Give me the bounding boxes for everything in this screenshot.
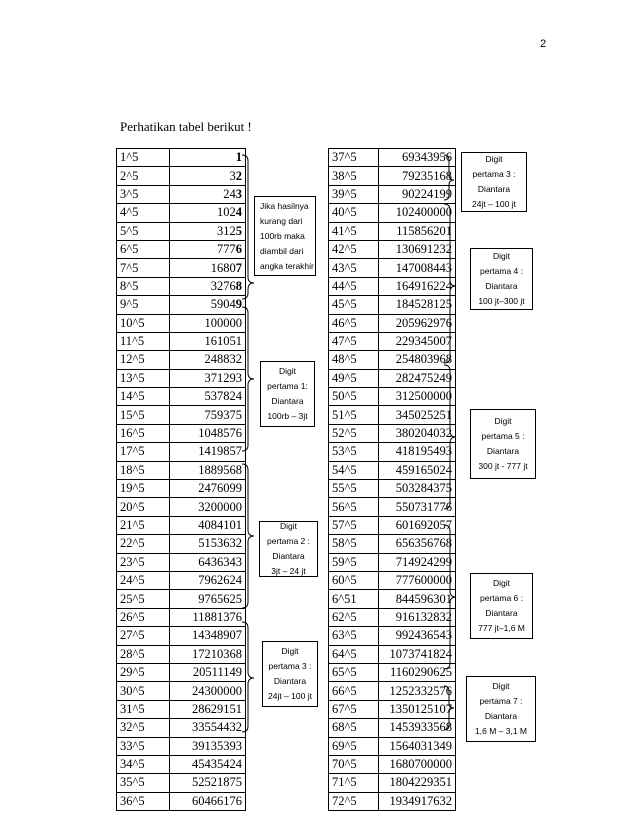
base-cell: 70^5 (329, 755, 379, 773)
table-row (117, 185, 246, 203)
base-cell: 35^5 (117, 774, 170, 792)
base-cell: 18^5 (117, 461, 170, 479)
base-cell: 40^5 (329, 204, 379, 222)
table-row (117, 351, 246, 369)
table-row (117, 406, 246, 424)
value-cell: 537824 (170, 388, 246, 406)
base-cell: 37^5 (329, 149, 379, 167)
value-cell: 100000 (170, 314, 246, 332)
table-row (329, 774, 456, 792)
base-cell: 51^5 (329, 406, 379, 424)
value-cell: 1564031349 (379, 737, 456, 755)
base-cell: 31^5 (117, 700, 170, 718)
table-row (117, 553, 246, 571)
table-row (329, 185, 456, 203)
value-cell (170, 149, 246, 167)
base-cell: 5^5 (117, 222, 170, 240)
powers-table-right (328, 148, 456, 811)
value-cell: 248832 (170, 351, 246, 369)
table-row (117, 645, 246, 663)
value-cell: 184528125 (379, 296, 456, 314)
table-row (117, 240, 246, 258)
table-row (329, 369, 456, 387)
table-row (117, 480, 246, 498)
table-row (329, 700, 456, 718)
base-cell: 68^5 (329, 719, 379, 737)
value-cell: 24300000 (170, 682, 246, 700)
value-cell: 601692057 (379, 516, 456, 534)
base-cell: 10^5 (117, 314, 170, 332)
value-cell: 1453933568 (379, 719, 456, 737)
table-row (117, 204, 246, 222)
value-cell: 33554432 (170, 719, 246, 737)
table-row (117, 424, 246, 442)
last-digit: 6 (235, 242, 242, 257)
table-row (117, 571, 246, 589)
base-cell: 2^5 (117, 167, 170, 185)
base-cell: 59^5 (329, 553, 379, 571)
base-cell: 62^5 (329, 608, 379, 626)
table-row (117, 149, 246, 167)
base-cell: 46^5 (329, 314, 379, 332)
base-cell: 48^5 (329, 351, 379, 369)
value-cell: 164916224 (379, 277, 456, 295)
table-row (329, 167, 456, 185)
table-row (329, 737, 456, 755)
base-cell: 13^5 (117, 369, 170, 387)
table-row (329, 461, 456, 479)
table-row (329, 443, 456, 461)
base-cell: 1^5 (117, 149, 170, 167)
note-right-digit-5: Digit pertama 5 : Diantara 300 jt - 777 jt (470, 409, 536, 479)
base-cell: 3^5 (117, 185, 170, 203)
table-row (329, 535, 456, 553)
table-row (117, 755, 246, 773)
base-cell: 55^5 (329, 480, 379, 498)
base-cell: 54^5 (329, 461, 379, 479)
note-left-digit-2: Digit pertama 2 : Diantara 3jt – 24 jt (259, 521, 318, 577)
last-digit: 8 (235, 278, 242, 293)
table-row (329, 149, 456, 167)
table-row (329, 719, 456, 737)
value-cell: 115856201 (379, 222, 456, 240)
value-cell: 1252332576 (379, 682, 456, 700)
table-row (329, 645, 456, 663)
value-cell: 1419857 (170, 443, 246, 461)
value-cell: 656356768 (379, 535, 456, 553)
value-cell: 1024 (170, 204, 246, 222)
note-right-digit-7: Digit pertama 7 : Diantara 1,6 M – 3,1 M (466, 676, 536, 742)
table-row (117, 608, 246, 626)
table-row (329, 792, 456, 810)
table-row (329, 755, 456, 773)
table-row (117, 277, 246, 295)
table-row (117, 369, 246, 387)
table-row (117, 222, 246, 240)
value-cell: 102400000 (379, 204, 456, 222)
table-row (117, 259, 246, 277)
value-cell: 418195493 (379, 443, 456, 461)
value-cell: 1350125107 (379, 700, 456, 718)
value-cell: 11881376 (170, 608, 246, 626)
last-digit: 2 (235, 168, 242, 183)
base-cell: 6^51 (329, 590, 379, 608)
base-cell: 22^5 (117, 535, 170, 553)
base-cell: 56^5 (329, 498, 379, 516)
value-cell: 28629151 (170, 700, 246, 718)
table-row (117, 443, 246, 461)
value-cell: 39135393 (170, 737, 246, 755)
value-cell: 380204032 (379, 424, 456, 442)
base-cell: 20^5 (117, 498, 170, 516)
value-cell: 282475249 (379, 369, 456, 387)
value-cell: 1160290625 (379, 663, 456, 681)
table-row (117, 535, 246, 553)
value-cell: 459165024 (379, 461, 456, 479)
value-cell: 1804229351 (379, 774, 456, 792)
table-row (117, 590, 246, 608)
table-row (329, 388, 456, 406)
base-cell: 52^5 (329, 424, 379, 442)
base-cell: 53^5 (329, 443, 379, 461)
base-cell: 11^5 (117, 332, 170, 350)
base-cell: 29^5 (117, 663, 170, 681)
value-cell: 147008443 (379, 259, 456, 277)
base-cell: 64^5 (329, 645, 379, 663)
table-row (117, 296, 246, 314)
table-row (329, 480, 456, 498)
value-cell: 550731776 (379, 498, 456, 516)
table-row (117, 792, 246, 810)
table-row (329, 590, 456, 608)
note-right-digit-3: Digit pertama 3 : Diantara 24jt – 100 jt (461, 152, 527, 212)
note-right-digit-4: Digit pertama 4 : Diantara 100 jt–300 jt (470, 248, 533, 310)
base-cell: 8^5 (117, 277, 170, 295)
value-cell: 60466176 (170, 792, 246, 810)
base-cell: 69^5 (329, 737, 379, 755)
value-cell: 243 (170, 185, 246, 203)
table-row (329, 240, 456, 258)
value-cell: 130691232 (379, 240, 456, 258)
table-row (329, 608, 456, 626)
base-cell: 57^5 (329, 516, 379, 534)
base-cell: 47^5 (329, 332, 379, 350)
table-row (117, 737, 246, 755)
value-cell: 52521875 (170, 774, 246, 792)
table-row (117, 388, 246, 406)
note-left-digit-3: Digit pertama 3 : Diantara 24jt – 100 jt (262, 641, 318, 707)
table-row (117, 682, 246, 700)
base-cell: 71^5 (329, 774, 379, 792)
base-cell: 49^5 (329, 369, 379, 387)
value-cell: 45435424 (170, 755, 246, 773)
base-cell: 26^5 (117, 608, 170, 626)
table-row (117, 700, 246, 718)
value-cell: 714924299 (379, 553, 456, 571)
base-cell: 15^5 (117, 406, 170, 424)
table-row (117, 498, 246, 516)
value-cell: 7776 (170, 240, 246, 258)
base-cell: 65^5 (329, 663, 379, 681)
base-cell: 28^5 (117, 645, 170, 663)
value-cell: 503284375 (379, 480, 456, 498)
base-cell: 14^5 (117, 388, 170, 406)
table-row (329, 498, 456, 516)
base-cell: 42^5 (329, 240, 379, 258)
value-cell: 3200000 (170, 498, 246, 516)
base-cell: 33^5 (117, 737, 170, 755)
base-cell: 63^5 (329, 627, 379, 645)
value-cell: 161051 (170, 332, 246, 350)
base-cell: 34^5 (117, 755, 170, 773)
value-cell: 4084101 (170, 516, 246, 534)
last-digit: 7 (235, 260, 242, 275)
table-row (117, 167, 246, 185)
base-cell: 67^5 (329, 700, 379, 718)
table-row (329, 314, 456, 332)
table-row (117, 627, 246, 645)
base-cell: 9^5 (117, 296, 170, 314)
page-number: 2 (540, 38, 547, 50)
value-cell: 3125 (170, 222, 246, 240)
base-cell: 21^5 (117, 516, 170, 534)
base-cell: 4^5 (117, 204, 170, 222)
value-cell: 5153632 (170, 535, 246, 553)
table-row (329, 222, 456, 240)
value-cell: 9765625 (170, 590, 246, 608)
table-row (329, 406, 456, 424)
last-digit: 9 (235, 297, 242, 312)
base-cell: 17^5 (117, 443, 170, 461)
value-cell: 1934917632 (379, 792, 456, 810)
base-cell: 38^5 (329, 167, 379, 185)
base-cell: 27^5 (117, 627, 170, 645)
value-cell: 17210368 (170, 645, 246, 663)
table-row (329, 277, 456, 295)
value-cell: 6436343 (170, 553, 246, 571)
value-cell: 371293 (170, 369, 246, 387)
note-right-digit-6: Digit pertama 6 : Diantara 777 jt–1,6 M (470, 573, 533, 639)
value-cell: 1680700000 (379, 755, 456, 773)
table-row (117, 461, 246, 479)
table-row (117, 663, 246, 681)
value-cell: 1048576 (170, 424, 246, 442)
value-cell: 32768 (170, 277, 246, 295)
table-row (329, 571, 456, 589)
value-cell: 1889568 (170, 461, 246, 479)
table-row (329, 553, 456, 571)
value-cell: 205962976 (379, 314, 456, 332)
last-digit: 5 (235, 223, 242, 238)
base-cell: 16^5 (117, 424, 170, 442)
value-cell: 1073741824 (379, 645, 456, 663)
base-cell: 72^5 (329, 792, 379, 810)
value-cell: 844596301 (379, 590, 456, 608)
base-cell: 60^5 (329, 571, 379, 589)
note-left-digit-1: Digit pertama 1: Diantara 100rb – 3jt (260, 361, 315, 427)
table-row (117, 332, 246, 350)
table-row (117, 719, 246, 737)
value-cell: 79235168 (379, 167, 456, 185)
table-row (117, 314, 246, 332)
value-cell: 14348907 (170, 627, 246, 645)
base-cell: 7^5 (117, 259, 170, 277)
base-cell: 24^5 (117, 571, 170, 589)
base-cell: 41^5 (329, 222, 379, 240)
value-cell: 2476099 (170, 480, 246, 498)
base-cell: 36^5 (117, 792, 170, 810)
last-digit: 3 (235, 186, 242, 201)
base-cell: 43^5 (329, 259, 379, 277)
base-cell: 30^5 (117, 682, 170, 700)
table-row (329, 663, 456, 681)
base-cell: 50^5 (329, 388, 379, 406)
intro-text: Perhatikan tabel berikut ! (120, 119, 252, 134)
value-cell: 777600000 (379, 571, 456, 589)
value-cell: 916132832 (379, 608, 456, 626)
value-cell: 345025251 (379, 406, 456, 424)
value-cell: 59049 (170, 296, 246, 314)
base-cell: 44^5 (329, 277, 379, 295)
table-row (329, 682, 456, 700)
table-row (329, 332, 456, 350)
base-cell: 66^5 (329, 682, 379, 700)
table-row (117, 516, 246, 534)
value-cell: 312500000 (379, 388, 456, 406)
base-cell: 39^5 (329, 185, 379, 203)
table-row (329, 516, 456, 534)
powers-table-left (116, 148, 246, 811)
table-row (329, 351, 456, 369)
value-cell: 229345007 (379, 332, 456, 350)
base-cell: 58^5 (329, 535, 379, 553)
table-row (117, 774, 246, 792)
value-cell: 992436543 (379, 627, 456, 645)
base-cell: 12^5 (117, 351, 170, 369)
value-cell: 254803968 (379, 351, 456, 369)
value-cell: 759375 (170, 406, 246, 424)
table-row (329, 424, 456, 442)
value-cell: 20511149 (170, 663, 246, 681)
value-cell: 16807 (170, 259, 246, 277)
value-cell: 7962624 (170, 571, 246, 589)
base-cell: 32^5 (117, 719, 170, 737)
last-digit: 1 (235, 150, 242, 165)
last-digit: 4 (235, 205, 242, 220)
value-cell: 90224199 (379, 185, 456, 203)
table-row (329, 296, 456, 314)
table-row (329, 259, 456, 277)
note-last-digit: Jika hasilnya kurang dari 100rb maka diambil dari angka terakhir (254, 196, 316, 276)
table-row (329, 204, 456, 222)
base-cell: 19^5 (117, 480, 170, 498)
base-cell: 45^5 (329, 296, 379, 314)
base-cell: 6^5 (117, 240, 170, 258)
value-cell: 32 (170, 167, 246, 185)
base-cell: 25^5 (117, 590, 170, 608)
value-cell: 69343956 (379, 149, 456, 167)
table-row (329, 627, 456, 645)
base-cell: 23^5 (117, 553, 170, 571)
